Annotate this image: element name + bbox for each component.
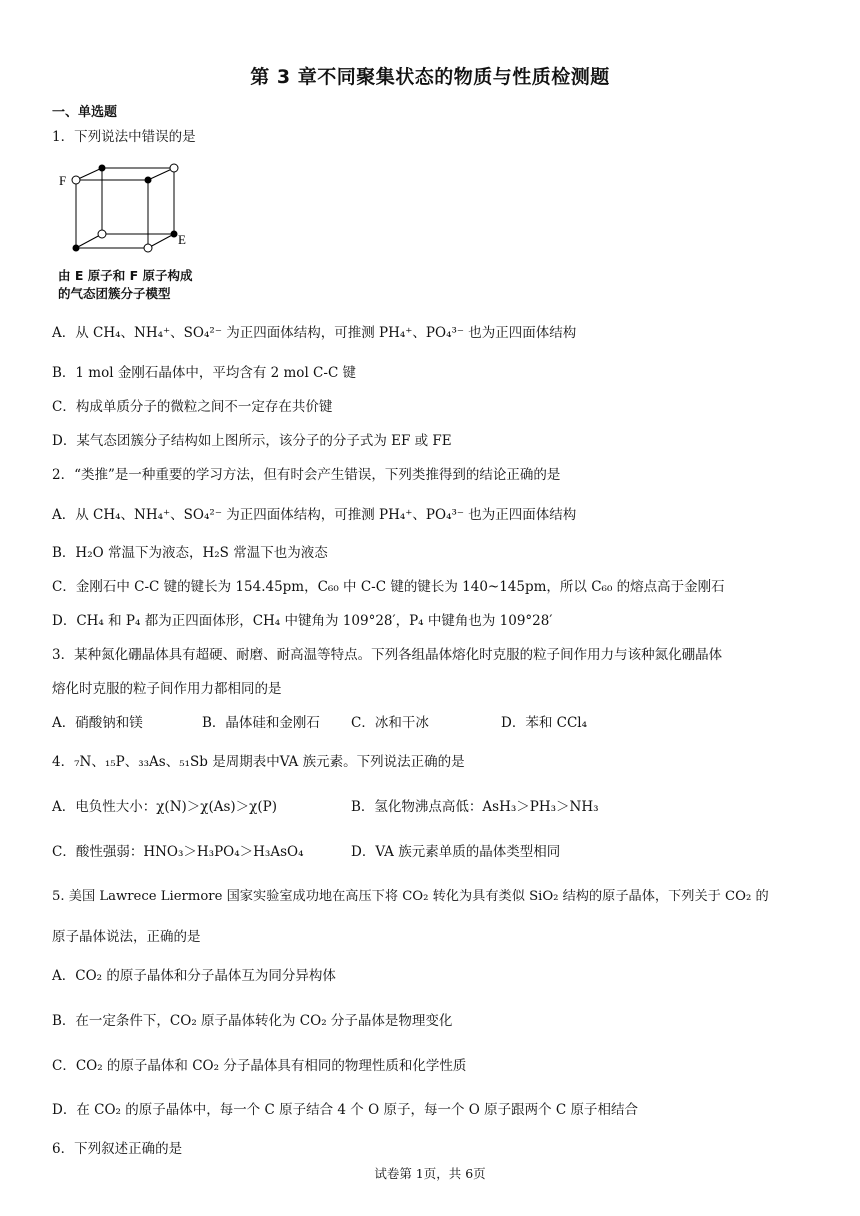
q5-option-c: C．CO₂ 的原子晶体和 CO₂ 分子晶体具有相同的物理性质和化学性质 bbox=[52, 1058, 467, 1074]
q4-option-d: D．VA 族元素单质的晶体类型相同 bbox=[351, 844, 561, 860]
q4-stem: 4．₇N、₁₅P、₃₃As、₅₁Sb 是周期表中VA 族元素。下列说法正确的是 bbox=[52, 754, 465, 770]
atom-e bbox=[73, 245, 80, 252]
q3-option-c: C．冰和干冰 bbox=[351, 715, 429, 731]
q5-option-a: A．CO₂ 的原子晶体和分子晶体互为同分异构体 bbox=[52, 968, 336, 984]
atom-e bbox=[99, 165, 106, 172]
cluster-figure bbox=[56, 160, 216, 308]
section-heading: 一、单选题 bbox=[52, 105, 118, 120]
atom-e bbox=[171, 231, 178, 238]
page-title: 第 3 章不同聚集状态的物质与性质检测题 bbox=[250, 66, 610, 88]
q2-option-c: C．金刚石中 C-C 键的键长为 154.45pm，C₆₀ 中 C-C 键的键长为 140~145pm，所以 C₆₀ 的熔点高于金刚石 bbox=[52, 579, 725, 595]
atom-f bbox=[72, 176, 80, 184]
q3-option-a: A．硝酸钠和镁 bbox=[52, 715, 143, 731]
q2-stem: 2．“类推”是一种重要的学习方法，但有时会产生错误，下列类推得到的结论正确的是 bbox=[52, 467, 561, 483]
figure-caption-line1: 由 E 原子和 F 原子构成 bbox=[58, 268, 193, 283]
q3-option-d: D．苯和 CCl₄ bbox=[501, 715, 588, 731]
q2-option-d: D．CH₄ 和 P₄ 都为正四面体形，CH₄ 中键角为 109°28′，P₄ 中键角也为 109°28′ bbox=[52, 613, 553, 629]
page-footer: 试卷第 1页，共 6页 bbox=[374, 1166, 486, 1181]
q1-option-b: B．1 mol 金刚石晶体中，平均含有 2 mol C-C 键 bbox=[52, 365, 357, 381]
cube-diagram bbox=[56, 160, 216, 260]
q1-stem: 1．下列说法中错误的是 bbox=[52, 129, 196, 145]
q5-option-b: B．在一定条件下，CO₂ 原子晶体转化为 CO₂ 分子晶体是物理变化 bbox=[52, 1013, 453, 1029]
q4-option-a: A．电负性大小：χ(N)＞χ(As)＞χ(P) bbox=[52, 799, 277, 815]
figure-label-f: F bbox=[59, 173, 67, 188]
q2-option-a: A．从 CH₄、NH₄⁺、SO₄²⁻ 为正四面体结构，可推测 PH₄⁺、PO₄³⁻ 也为正四面体结构 bbox=[52, 507, 577, 523]
q2-option-b: B．H₂O 常温下为液态，H₂S 常温下也为液态 bbox=[52, 545, 328, 561]
q1-option-c: C．构成单质分子的微粒之间不一定存在共价键 bbox=[52, 399, 333, 415]
q1-option-d: D．某气态团簇分子结构如上图所示，该分子的分子式为 EF 或 FE bbox=[52, 433, 452, 449]
figure-label-e: E bbox=[178, 232, 186, 247]
atom-f bbox=[170, 164, 178, 172]
q3-stem-line1: 3．某种氮化硼晶体具有超硬、耐磨、耐高温等特点。下列各组晶体熔化时克服的粒子间作用力与该种氮化硼晶体 bbox=[52, 647, 723, 663]
q1-option-a: A．从 CH₄、NH₄⁺、SO₄²⁻ 为正四面体结构，可推测 PH₄⁺、PO₄³⁻ 也为正四面体结构 bbox=[52, 325, 577, 341]
q6-stem: 6．下列叙述正确的是 bbox=[52, 1141, 183, 1157]
figure-caption-line2: 的气态团簇分子模型 bbox=[58, 286, 171, 301]
q5-option-d: D．在 CO₂ 的原子晶体中，每一个 C 原子结合 4 个 O 原子，每一个 O 原子跟两个 C 原子相结合 bbox=[52, 1102, 639, 1118]
q3-option-b: B．晶体硅和金刚石 bbox=[202, 715, 320, 731]
atom-f bbox=[144, 244, 152, 252]
q5-stem-line2: 原子晶体说法，正确的是 bbox=[52, 929, 201, 945]
q4-option-b: B．氢化物沸点高低：AsH₃＞PH₃＞NH₃ bbox=[351, 799, 599, 815]
q4-option-c: C．酸性强弱：HNO₃＞H₃PO₄＞H₃AsO₄ bbox=[52, 844, 304, 860]
q5-stem-line1: 5. 美国 Lawrece Liermore 国家实验室成功地在高压下将 CO₂ 转化为具有类似 SiO₂ 结构的原子晶体，下列关于 CO₂ 的 bbox=[52, 889, 769, 904]
atom-f bbox=[98, 230, 106, 238]
atom-e bbox=[145, 177, 152, 184]
q3-stem-line2: 熔化时克服的粒子间作用力都相同的是 bbox=[52, 681, 282, 697]
